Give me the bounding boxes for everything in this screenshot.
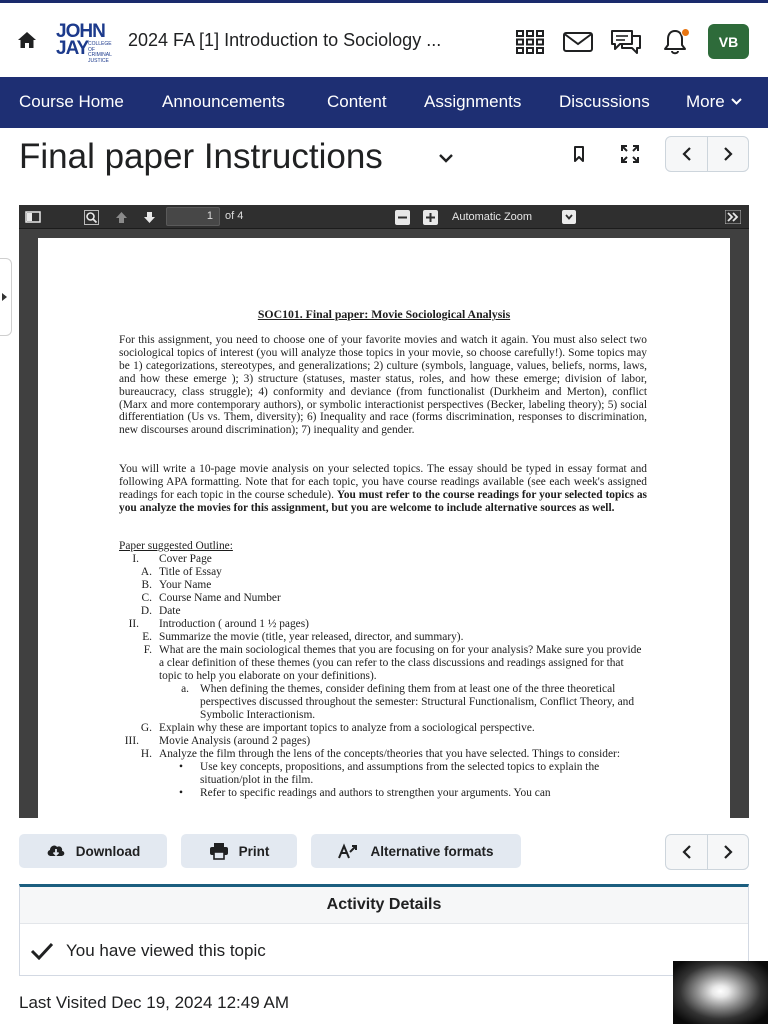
nav-more-label: More bbox=[686, 92, 725, 111]
zoom-select-value: Automatic Zoom bbox=[452, 211, 533, 223]
side-panel-toggle[interactable] bbox=[0, 258, 12, 336]
fullscreen-button[interactable] bbox=[616, 140, 644, 168]
outline-item bbox=[119, 722, 659, 735]
zoom-in-button[interactable] bbox=[421, 208, 439, 226]
outline-item bbox=[119, 644, 659, 683]
last-visited-text: Last Visited Dec 19, 2024 12:49 AM bbox=[19, 993, 289, 1012]
page-number-input[interactable]: 1 bbox=[166, 207, 220, 226]
alternative-formats-label: Alternative formats bbox=[370, 843, 494, 859]
chevron-down-icon bbox=[436, 150, 456, 166]
outline-item bbox=[119, 787, 659, 800]
outline-list bbox=[119, 553, 659, 800]
outline-marker: D. bbox=[140, 604, 152, 617]
notification-dot bbox=[681, 28, 690, 37]
outline-marker: A. bbox=[140, 565, 152, 578]
messages-button[interactable] bbox=[609, 25, 643, 59]
waffle-grid-icon bbox=[516, 30, 544, 54]
outline-item bbox=[119, 605, 659, 618]
outline-text: Cover Page bbox=[159, 552, 212, 565]
zoom-select[interactable] bbox=[448, 208, 578, 226]
nav-announcements[interactable]: Announcements bbox=[162, 92, 285, 111]
chat-icon bbox=[610, 29, 642, 55]
outline-marker: • bbox=[179, 760, 183, 773]
page-title: Final paper Instructions bbox=[19, 137, 383, 176]
download-label: Download bbox=[75, 843, 141, 859]
print-button[interactable] bbox=[181, 834, 297, 868]
next-topic-button[interactable] bbox=[707, 137, 748, 171]
expand-icon bbox=[621, 145, 639, 163]
page-count-label: of 4 bbox=[225, 210, 244, 222]
find-button[interactable] bbox=[82, 208, 100, 226]
site-header bbox=[0, 3, 768, 77]
outline-text: Analyze the film through the lens of the concepts/theories that you have selected. Things to consider: bbox=[159, 747, 620, 760]
outline-item bbox=[119, 631, 659, 644]
outline-marker: III. bbox=[124, 734, 139, 747]
printer-icon bbox=[209, 842, 229, 860]
course-selector-button[interactable] bbox=[513, 25, 547, 59]
outline-text: Summarize the movie (title, year released, director, and summary). bbox=[159, 630, 464, 643]
outline-marker: I. bbox=[132, 552, 139, 565]
outline-text: Use key concepts, propositions, and assumptions from the selected topics to explain the situation/plot in the film. bbox=[200, 760, 600, 786]
outline-text: Movie Analysis (around 2 pages) bbox=[159, 734, 311, 747]
topic-pager-top bbox=[665, 136, 749, 172]
plus-icon bbox=[423, 210, 438, 225]
home-button[interactable] bbox=[14, 27, 40, 53]
activity-details-panel bbox=[19, 884, 749, 976]
outline-marker: • bbox=[179, 786, 183, 799]
checkmark-icon bbox=[30, 942, 54, 960]
outline-item bbox=[119, 748, 659, 761]
search-icon bbox=[84, 210, 99, 225]
document-title: SOC101. Final paper: Movie Sociological Analysis bbox=[257, 307, 511, 321]
outline-text: When defining the themes, consider defining them from at least one of the three theoretical perspectives discussed throughout the semester: Structural Functionalism, Conflict Theory, and Symbolic Interactionism. bbox=[200, 682, 635, 721]
course-title[interactable]: 2024 FA [1] Introduction to Sociology ... bbox=[128, 30, 442, 50]
nav-content[interactable]: Content bbox=[327, 92, 387, 111]
outline-item bbox=[119, 553, 659, 566]
outline-item bbox=[119, 735, 659, 748]
outline-text: Title of Essay bbox=[159, 565, 222, 578]
toggle-sidebar-button[interactable] bbox=[24, 208, 42, 226]
outline-heading: Paper suggested Outline: bbox=[119, 540, 233, 552]
print-label: Print bbox=[238, 843, 270, 859]
title-actions-dropdown[interactable] bbox=[436, 150, 456, 166]
pdf-viewer bbox=[19, 205, 749, 818]
alternative-formats-button[interactable] bbox=[311, 834, 521, 868]
outline-text: Course Name and Number bbox=[159, 591, 281, 604]
outline-text: Explain why these are important topics to analyze from a sociological perspective. bbox=[159, 721, 535, 734]
outline-text: Date bbox=[159, 604, 181, 617]
chevron-right-icon bbox=[723, 845, 733, 859]
paragraph-2-bold: You must refer to the course readings for your selected topics as you analyze the movies for this assignment, but you are welcome to include alternative sources as well. bbox=[119, 488, 647, 514]
outline-marker: a. bbox=[181, 682, 189, 695]
zoom-out-button[interactable] bbox=[393, 208, 411, 226]
outline-item bbox=[119, 579, 659, 592]
chevron-down-icon bbox=[731, 98, 742, 105]
outline-text: Your Name bbox=[159, 578, 212, 591]
outline-item bbox=[119, 683, 659, 722]
nav-discussions[interactable]: Discussions bbox=[559, 92, 650, 111]
outline-item bbox=[119, 618, 659, 631]
outline-text: What are the main sociological themes that you are focusing on for your analysis? Make sure you provide a clear definition of these themes (you can refer to the class discussions and readings assigned for that topic to help you elaborate on your definitions). bbox=[159, 643, 642, 682]
double-chevron-right-icon bbox=[725, 210, 741, 224]
nav-course-home[interactable]: Course Home bbox=[19, 92, 124, 111]
outline-marker: G. bbox=[140, 721, 152, 734]
minus-icon bbox=[395, 210, 410, 225]
sidebar-icon bbox=[25, 211, 41, 223]
chevron-right-icon bbox=[723, 147, 733, 161]
tools-button[interactable] bbox=[724, 208, 742, 226]
nav-assignments[interactable]: Assignments bbox=[424, 92, 522, 111]
outline-item bbox=[119, 592, 659, 605]
course-navbar bbox=[0, 77, 768, 128]
previous-topic-button-bottom[interactable] bbox=[666, 835, 707, 869]
outline-marker: C. bbox=[141, 591, 152, 604]
document-paragraph-2 bbox=[119, 463, 647, 515]
pdf-page bbox=[38, 238, 730, 818]
previous-page-button[interactable] bbox=[112, 208, 130, 226]
paragraph-2-text: You will write a 10-page movie analysis on your selected topics. The essay should be typed in essay format and following APA formatting. Note that for each topic, you have course readings available (see each week's assigned readings for each topic in the course schedule). bbox=[119, 463, 647, 501]
bookmark-button[interactable] bbox=[566, 140, 592, 168]
camera-glare-overlay bbox=[673, 961, 768, 1024]
previous-topic-button[interactable] bbox=[666, 137, 707, 171]
alternative-formats-icon bbox=[338, 843, 360, 859]
pdf-toolbar bbox=[19, 205, 749, 229]
download-button[interactable] bbox=[19, 834, 167, 868]
outline-text: Introduction ( around 1 ½ pages) bbox=[159, 617, 309, 630]
nav-more[interactable] bbox=[686, 92, 742, 112]
next-topic-button-bottom[interactable] bbox=[707, 835, 748, 869]
activity-viewed-text: You have viewed this topic bbox=[66, 941, 266, 960]
activity-details-heading: Activity Details bbox=[20, 887, 748, 924]
outline-marker: II. bbox=[128, 617, 139, 630]
user-avatar[interactable]: VB bbox=[708, 24, 749, 59]
chevron-left-icon bbox=[682, 845, 692, 859]
outline-marker: E. bbox=[142, 630, 152, 643]
outline-marker: F. bbox=[143, 643, 152, 656]
cloud-download-icon bbox=[46, 843, 66, 859]
john-jay-logo[interactable]: JOHN JAY COLLEGE OF CRIMINAL JUSTICE bbox=[56, 21, 112, 64]
outline-item bbox=[119, 761, 659, 787]
bookmark-icon bbox=[573, 146, 585, 162]
activity-viewed-row bbox=[20, 927, 748, 975]
home-icon bbox=[17, 31, 37, 49]
chevron-left-icon bbox=[682, 147, 692, 161]
outline-marker: B. bbox=[141, 578, 152, 591]
mail-button[interactable] bbox=[561, 25, 595, 59]
topic-pager-bottom bbox=[665, 834, 749, 870]
arrow-down-icon bbox=[142, 210, 157, 225]
outline-text: Refer to specific readings and authors to strengthen your arguments. You can bbox=[200, 786, 551, 799]
chevron-down-icon bbox=[562, 210, 576, 224]
outline-item bbox=[119, 566, 659, 579]
paper-outline bbox=[119, 540, 659, 800]
outline-marker: H. bbox=[140, 747, 152, 760]
next-page-button[interactable] bbox=[140, 208, 158, 226]
arrow-up-icon bbox=[114, 210, 129, 225]
document-paragraph-1: For this assignment, you need to choose one of your favorite movies and watch it again. You must also select two sociological topics of interest (you will analyze those topics in your movie, so choose carefully!). Some topics may be 1) categorizations, stereotypes, and generalizations; 2) culture (symbols, language, values, beliefs, norms, laws, and how these emerge ); 3) structure (statuses, master status, roles, and how these emerge; division of labor, bureaucracy, class struggle); 4) conformity and deviance (from functionalist (Durkheim and Merton), conflict (Marx and more contemporary authors), or symbolic interactionist perspectives (Becker, labeling theory); 5) social differentiation (Us vs. Them, diversity); 6) Inequality and race (forms discrimination, responses to discrimination, new discourses around discrimination); 7) inequality and gender. bbox=[119, 334, 647, 437]
mail-icon bbox=[563, 32, 593, 52]
